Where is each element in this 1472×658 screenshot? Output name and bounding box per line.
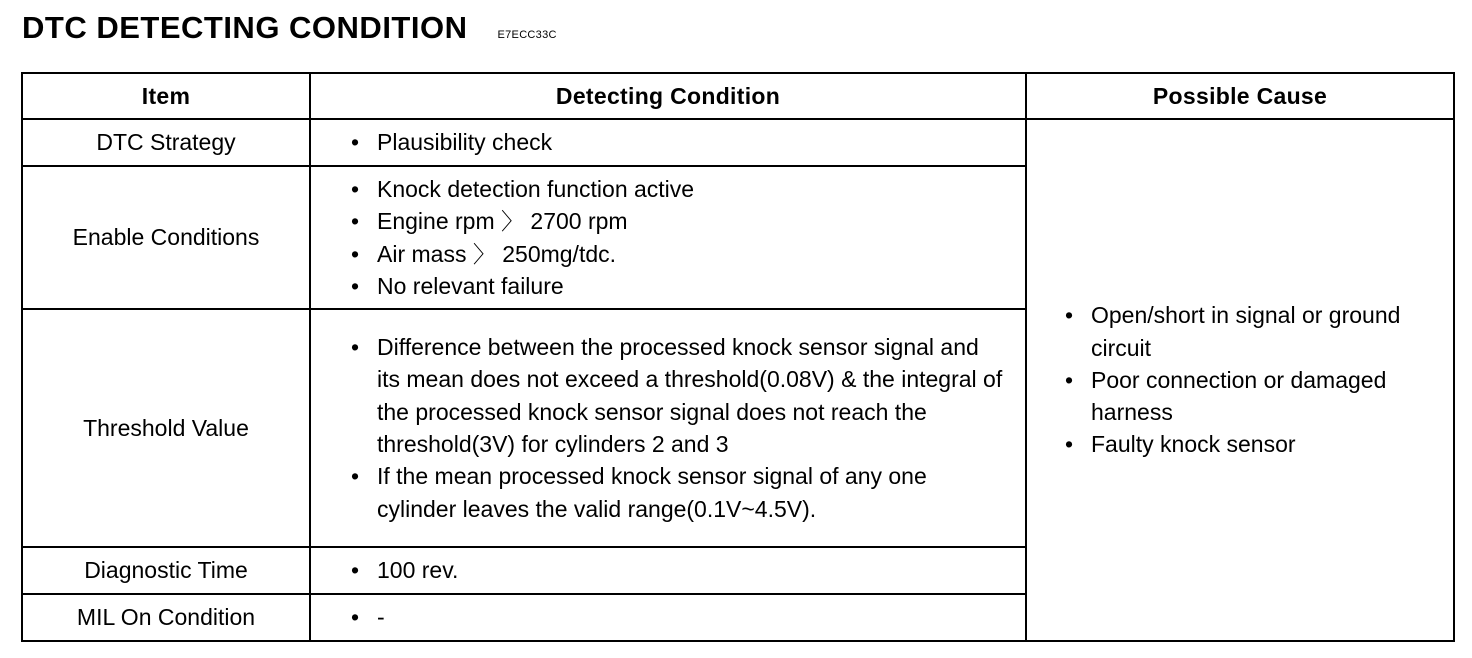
header-possible-cause: Possible Cause xyxy=(1026,73,1454,119)
list-item: • Poor connection or damaged harness xyxy=(1065,364,1439,429)
condition-list xyxy=(351,554,1005,586)
condition-mil-on-condition xyxy=(310,594,1026,641)
possible-cause-list xyxy=(1065,299,1439,460)
list-item: • Engine rpm 〉 2700 rpm xyxy=(351,205,1005,237)
item-diagnostic-time: Diagnostic Time xyxy=(22,547,310,594)
condition-list xyxy=(351,331,1005,525)
condition-enable-conditions xyxy=(310,166,1026,309)
condition-diagnostic-time xyxy=(310,547,1026,594)
list-item: • Air mass 〉 250mg/tdc. xyxy=(351,238,1005,270)
condition-list xyxy=(351,126,1005,158)
list-item: • Plausibility check xyxy=(351,126,1005,158)
condition-list xyxy=(351,601,1005,633)
condition-threshold-value xyxy=(310,309,1026,547)
table-row xyxy=(22,119,1454,166)
header-detecting-condition: Detecting Condition xyxy=(310,73,1026,119)
dtc-condition-table xyxy=(21,72,1455,642)
item-threshold-value: Threshold Value xyxy=(22,309,310,547)
possible-cause-cell xyxy=(1026,119,1454,641)
document-code: E7ECC33C xyxy=(497,29,557,41)
list-item: • Knock detection function active xyxy=(351,173,1005,205)
page-title: DTC DETECTING CONDITION xyxy=(22,10,468,45)
condition-list xyxy=(351,173,1005,302)
table-header-row xyxy=(22,73,1454,119)
list-item: • Difference between the processed knock sensor signal and its mean does not exceed a threshold(0.08V) & the integral of the processed knock sensor signal does not reach the threshold(3V) for cylinders 2 and 3 xyxy=(351,331,1005,460)
list-item: • - xyxy=(351,601,1005,633)
item-enable-conditions: Enable Conditions xyxy=(22,166,310,309)
list-item: • 100 rev. xyxy=(351,554,1005,586)
list-item: • Faulty knock sensor xyxy=(1065,428,1439,460)
list-item: • No relevant failure xyxy=(351,270,1005,302)
item-dtc-strategy: DTC Strategy xyxy=(22,119,310,166)
page-heading xyxy=(22,10,557,46)
list-item: • Open/short in signal or ground circuit xyxy=(1065,299,1439,364)
condition-dtc-strategy xyxy=(310,119,1026,166)
header-item: Item xyxy=(22,73,310,119)
list-item: • If the mean processed knock sensor signal of any one cylinder leaves the valid range(0.1V~4.5V). xyxy=(351,460,1005,525)
item-mil-on-condition: MIL On Condition xyxy=(22,594,310,641)
